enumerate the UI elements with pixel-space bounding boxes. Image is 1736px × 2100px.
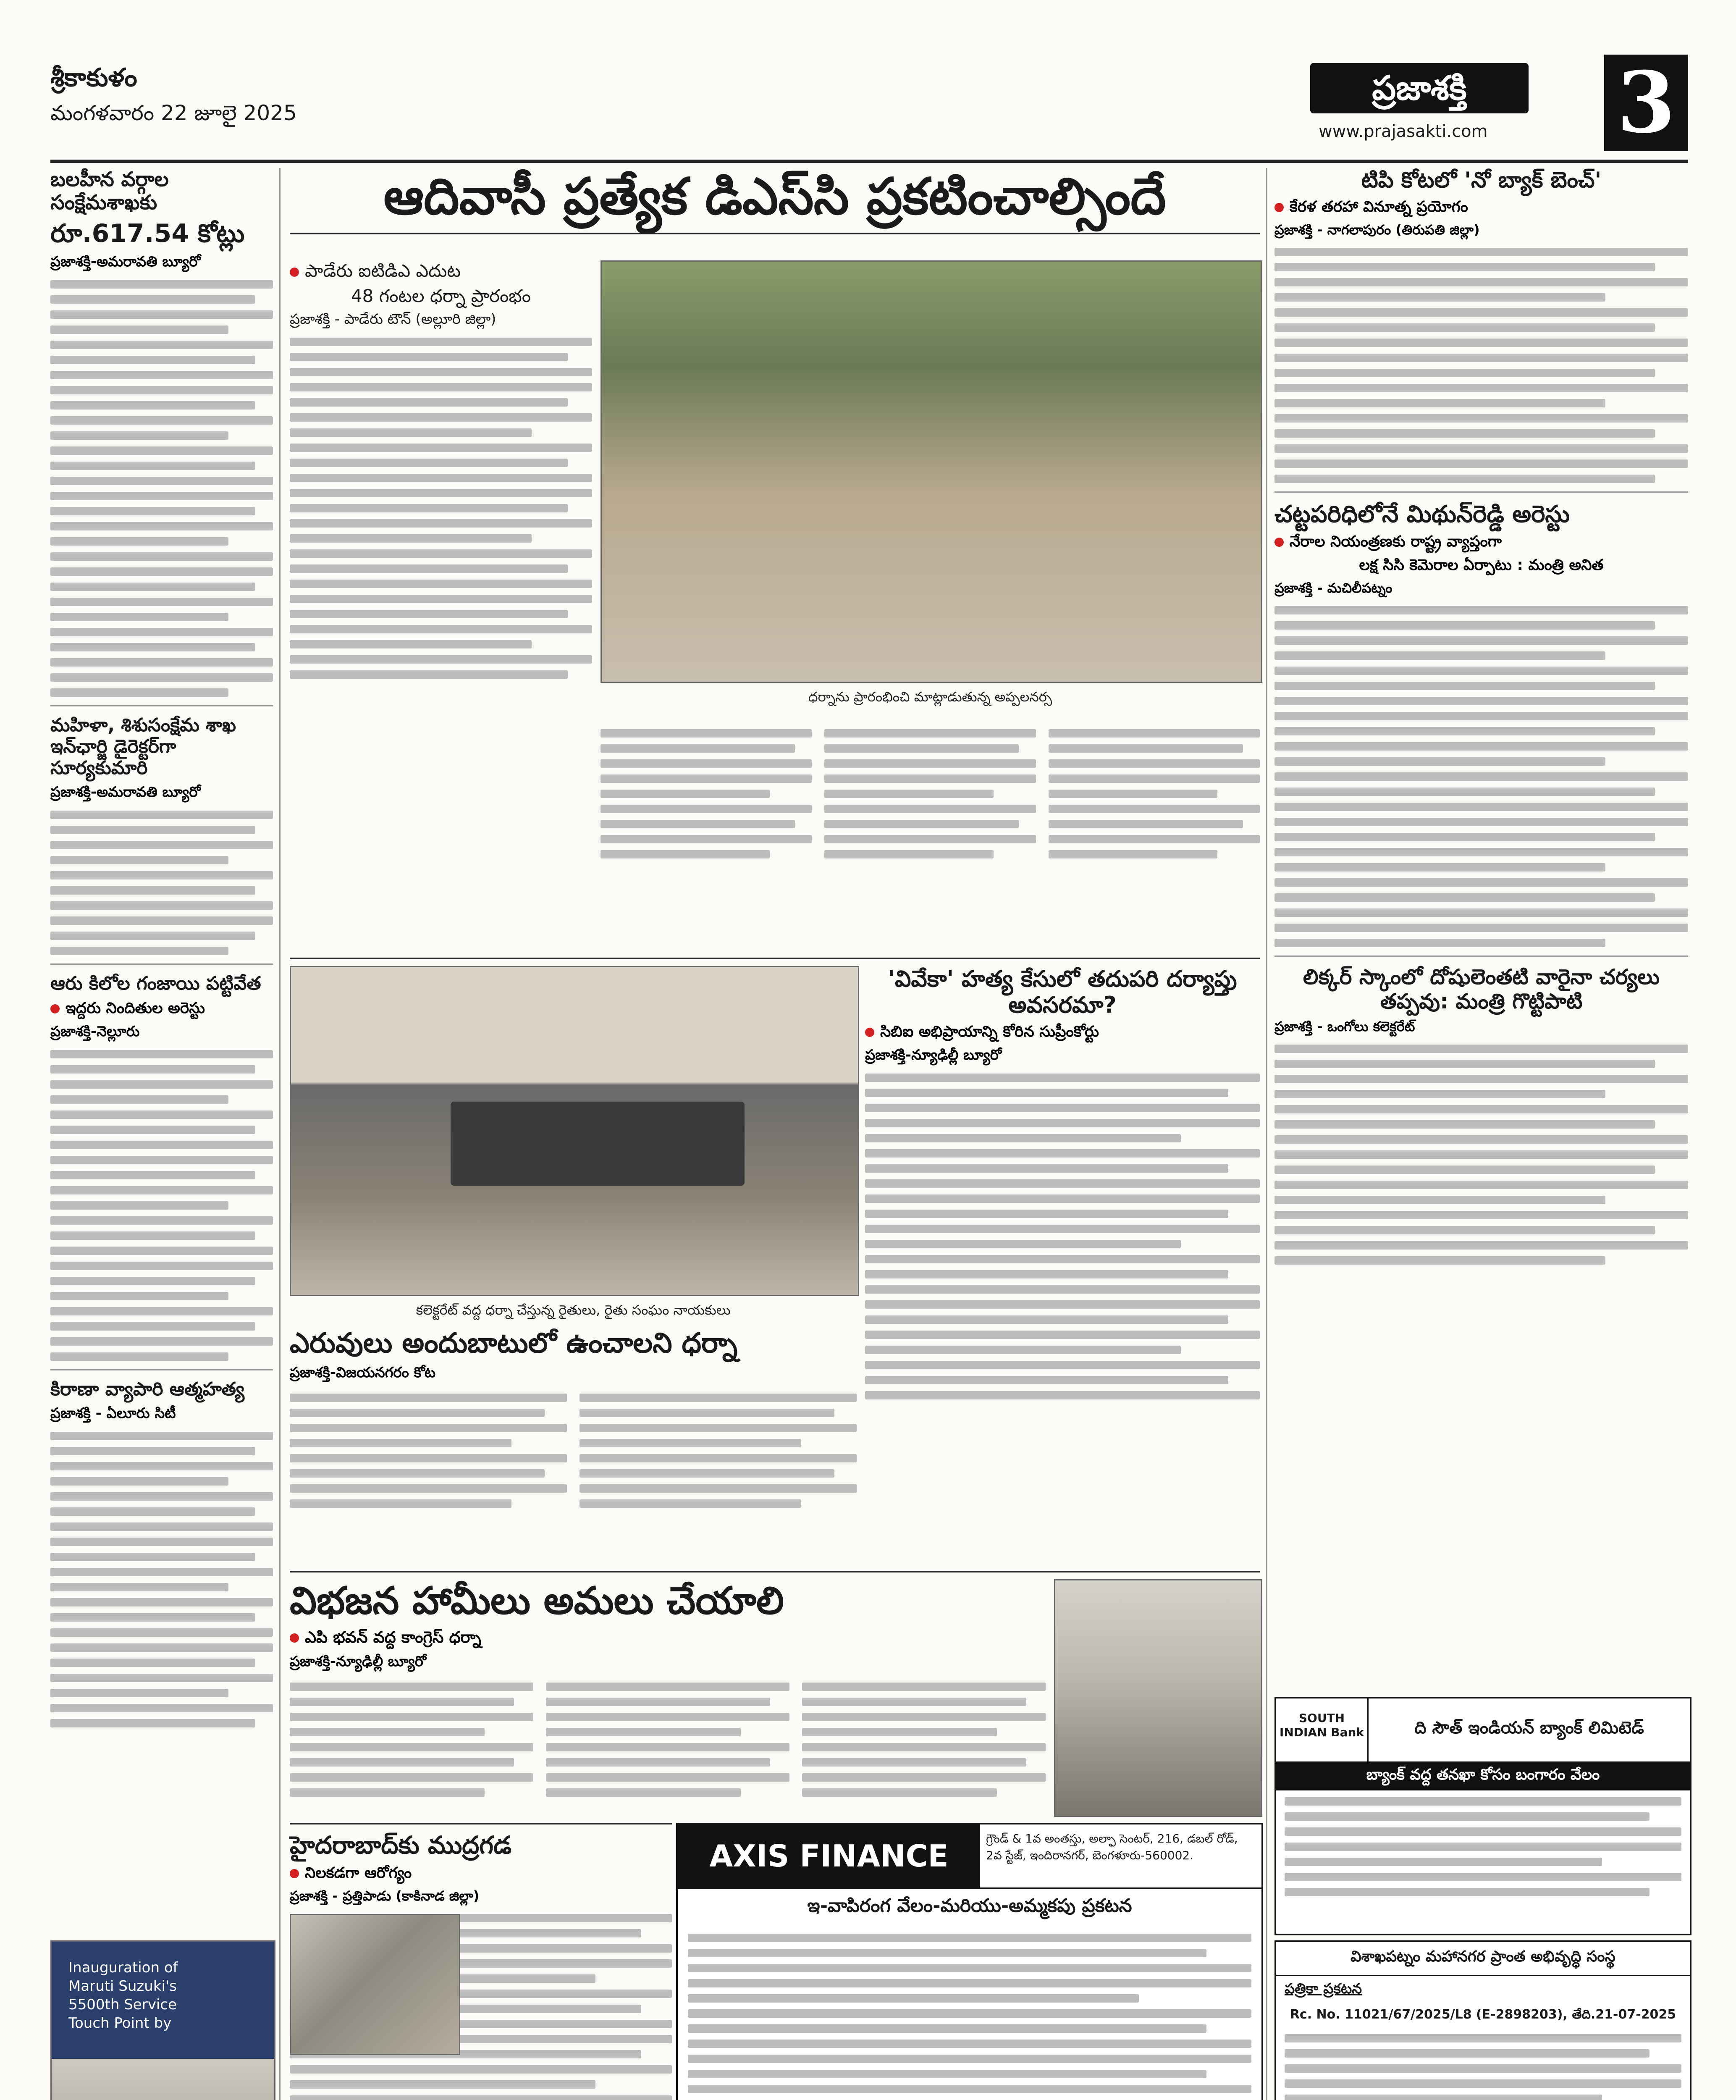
story-kicker: సిబిఐ అభిప్రాయాన్ని కోరిన సుప్రీంకోర్టు [880,1023,1099,1041]
story-welfare-funds [50,168,273,697]
dateline: ప్రజాశక్తి-న్యూఢిల్లీ బ్యూరో [865,1047,1002,1064]
photo-congress-dharna [1054,1579,1262,1817]
bullet-icon [50,1004,60,1013]
dateline: ప్రజాశక్తి-న్యూఢిల్లీ బ్యూరో [290,1653,427,1670]
bullet-icon [290,268,299,277]
lead-headline: ఆదివాసీ ప్రత్యేక డిఎస్‌సి ప్రకటించాల్సిందే [290,168,1260,234]
story-headline: చట్టపరిధిలోనే మిథున్‌రెడ్డి అరెస్టు [1274,500,1570,528]
axis-logo: AXIS FINANCE LIMITED [678,1824,980,1887]
dateline: ప్రజాశక్తి-అమరావతి బ్యూరో [50,784,201,801]
edition-place: శ్రీకాకుళం [50,63,137,92]
sib-heading: బ్యాంక్ వద్ద తనఖా కోసం బంగారం వేలం [1276,1763,1690,1790]
lead-kicker: పాడేరు ఐటిడిఎ ఎదుట [305,260,461,281]
story-body [50,811,273,955]
dateline: ప్రజాశక్తి - మచిలీపట్నం [1274,580,1392,596]
story-headline: లిక్కర్ స్కాంలో దోషులెంతటి వారైనా చర్యలు తప్పవు: మంత్రి గొట్టిపాటి [1303,965,1660,1013]
masthead [50,55,1688,155]
dateline: ప్రజాశక్తి-నెల్లూరు [50,1023,140,1040]
ad-vmrda [1274,1940,1691,2100]
story-body [50,1050,273,1361]
website-url[interactable]: www.prajasakti.com [1319,122,1488,141]
axis-address: గ్రౌండ్ & 1వ అంతస్తు, అల్ఫా సెంటర్, 216, డబల్ రోడ్, 2వ స్టేజ్, ఇందిరానగర్, బెంగళూరు-560002. [986,1832,1238,1862]
story-amount: రూ.617.54 కోట్లు [50,219,245,249]
photo-banner-text: Inauguration of Maruti Suzuki's 5500th Service Touch Point by [68,1959,178,2032]
story-trader-suicide [50,1379,273,1728]
story-kicker: నేరాల నియంత్రణకు రాష్ట్ర వ్యాప్తంగా [1290,533,1502,551]
dateline: ప్రజాశక్తి - ఏలూరు సిటీ [50,1405,176,1422]
photo-mudragada [290,1914,460,2055]
column-divider [279,168,281,2100]
story-kicker: ఇద్దరు నిందితుల అరెస్టు [66,999,205,1017]
story-headline: ఆరు కిలోల గంజాయి పట్టివేత [50,973,261,995]
photo-caption: కలెక్టరేట్ వద్ద ధర్నా చేస్తున్న రైతులు, రైతు సంఘం నాయకులు [416,1302,731,1318]
story-headline: ఎరువులు అందుబాటులో ఉంచాలని ధర్నా [290,1327,738,1359]
story-liquor-scam [1274,965,1688,1265]
dateline: ప్రజాశక్తి - ఒంగోలు కలెక్టరేట్ [1274,1018,1415,1035]
story-headline: విభజన హామీలు అమలు చేయాలి [290,1579,784,1623]
banner [451,1102,745,1186]
right-column [1274,168,1688,1271]
header-rule [50,160,1688,163]
story-kicker: ఎపి భవన్ వద్ద కాంగ్రెస్ ధర్నా [305,1628,481,1646]
dateline: ప్రజాశక్తి - పాడేరు టౌన్ (అల్లూరి జిల్లా) [290,311,496,328]
bullet-icon [290,1633,299,1643]
edition-date: మంగళవారం 22 జూలై 2025 [50,101,297,125]
lead-subkicker: 48 గంటల ధర్నా ప్రారంభం [351,286,531,306]
lead-body-left [290,260,592,685]
bullet-icon [1274,203,1284,212]
story-body [50,280,273,697]
story-no-back-bench [1274,168,1688,483]
story-fertilizer-dharna [290,1327,857,1515]
newspaper-logo: ప్రజాశక్తి [1310,63,1529,113]
story-body [50,1432,273,1727]
bullet-icon [865,1028,874,1037]
story-headline: కిరాణా వ్యాపారి ఆత్మహత్య [50,1378,244,1400]
story-subkicker: లక్ష సిసి కెమెరాల ఏర్పాటు : మంత్రి అనిత [1359,556,1604,574]
story-headline: బలహీన వర్గాల సంక్షేమశాఖకు [50,168,169,215]
story-headline: మహిళా, శిశుసంక్షేమ శాఖ ఇన్‌ఛార్జి డైరెక్టర్‌గా సూర్యకుమారి [50,714,236,779]
vmrda-heading: పత్రికా ప్రకటన [1285,1980,1362,1997]
photo-caption: ధర్నాను ప్రారంభించి మాట్లాడుతున్న అప్పలనర్స [808,689,1052,705]
bullet-icon [1274,538,1284,547]
story-mudragada [290,1831,672,2100]
dateline: ప్రజాశక్తి-విజయనగరం కోట [290,1364,436,1381]
story-division-promises [290,1579,1046,1803]
story-headline: హైదరాబాద్‌కు ముద్రగడ [290,1831,511,1859]
story-ganja-seizure [50,973,273,1361]
lead-story [290,168,1260,239]
page-number: 3 [1604,55,1688,151]
ad-south-indian-bank [1274,1697,1691,1935]
vmrda-name: విశాఖపట్నం మహానగర ప్రాంత అభివృద్ధి సంస్థ [1276,1942,1690,1976]
dateline: ప్రజాశక్తి - నాగలాపురం (తిరుపతి జిల్లా) [1274,221,1480,238]
photo-farmers-dharna [290,966,859,1296]
vmrda-reference: Rc. No. 11021/67/2025/L8 (E-2898203), తేది.21-07-2025 [1290,2007,1676,2022]
dateline: ప్రజాశక్తి - ప్రత్తిపాడు (కాకినాడ జిల్లా) [290,1887,480,1904]
story-viveka [865,966,1260,1406]
dateline: ప్రజాశక్తి-అమరావతి బ్యూరో [50,253,201,270]
axis-heading: ఇ-వాపిరంగ వేలం-మరియు-అమ్మకపు ప్రకటన [807,1895,1132,1916]
story-women-welfare [50,715,273,955]
lead-body-right [601,722,1260,865]
story-kicker: కేరళ తరహా వినూత్న ప్రయోగం [1290,198,1468,215]
ad-axis-finance [676,1823,1263,2100]
story-headline: టిపి కోటలో 'నో బ్యాక్ బెంచ్' [1361,168,1602,193]
sib-name: ది సౌత్ ఇండియన్ బ్యాంక్ లిమిటెడ్ [1414,1718,1644,1738]
sib-logo: SOUTH INDIAN Bank [1276,1698,1369,1761]
column-divider [1266,168,1267,2100]
bullet-icon [290,1869,299,1878]
story-headline: 'వివేకా' హత్య కేసులో తదుపరి దర్యాప్తు అవసరమా? [888,966,1237,1018]
story-mithun-reddy [1274,501,1688,947]
story-kicker: నిలకడగా ఆరోగ్యం [305,1864,412,1882]
photo-dharna [601,260,1262,683]
photo-maruti-inauguration [50,1940,275,2100]
left-column [50,168,273,1734]
